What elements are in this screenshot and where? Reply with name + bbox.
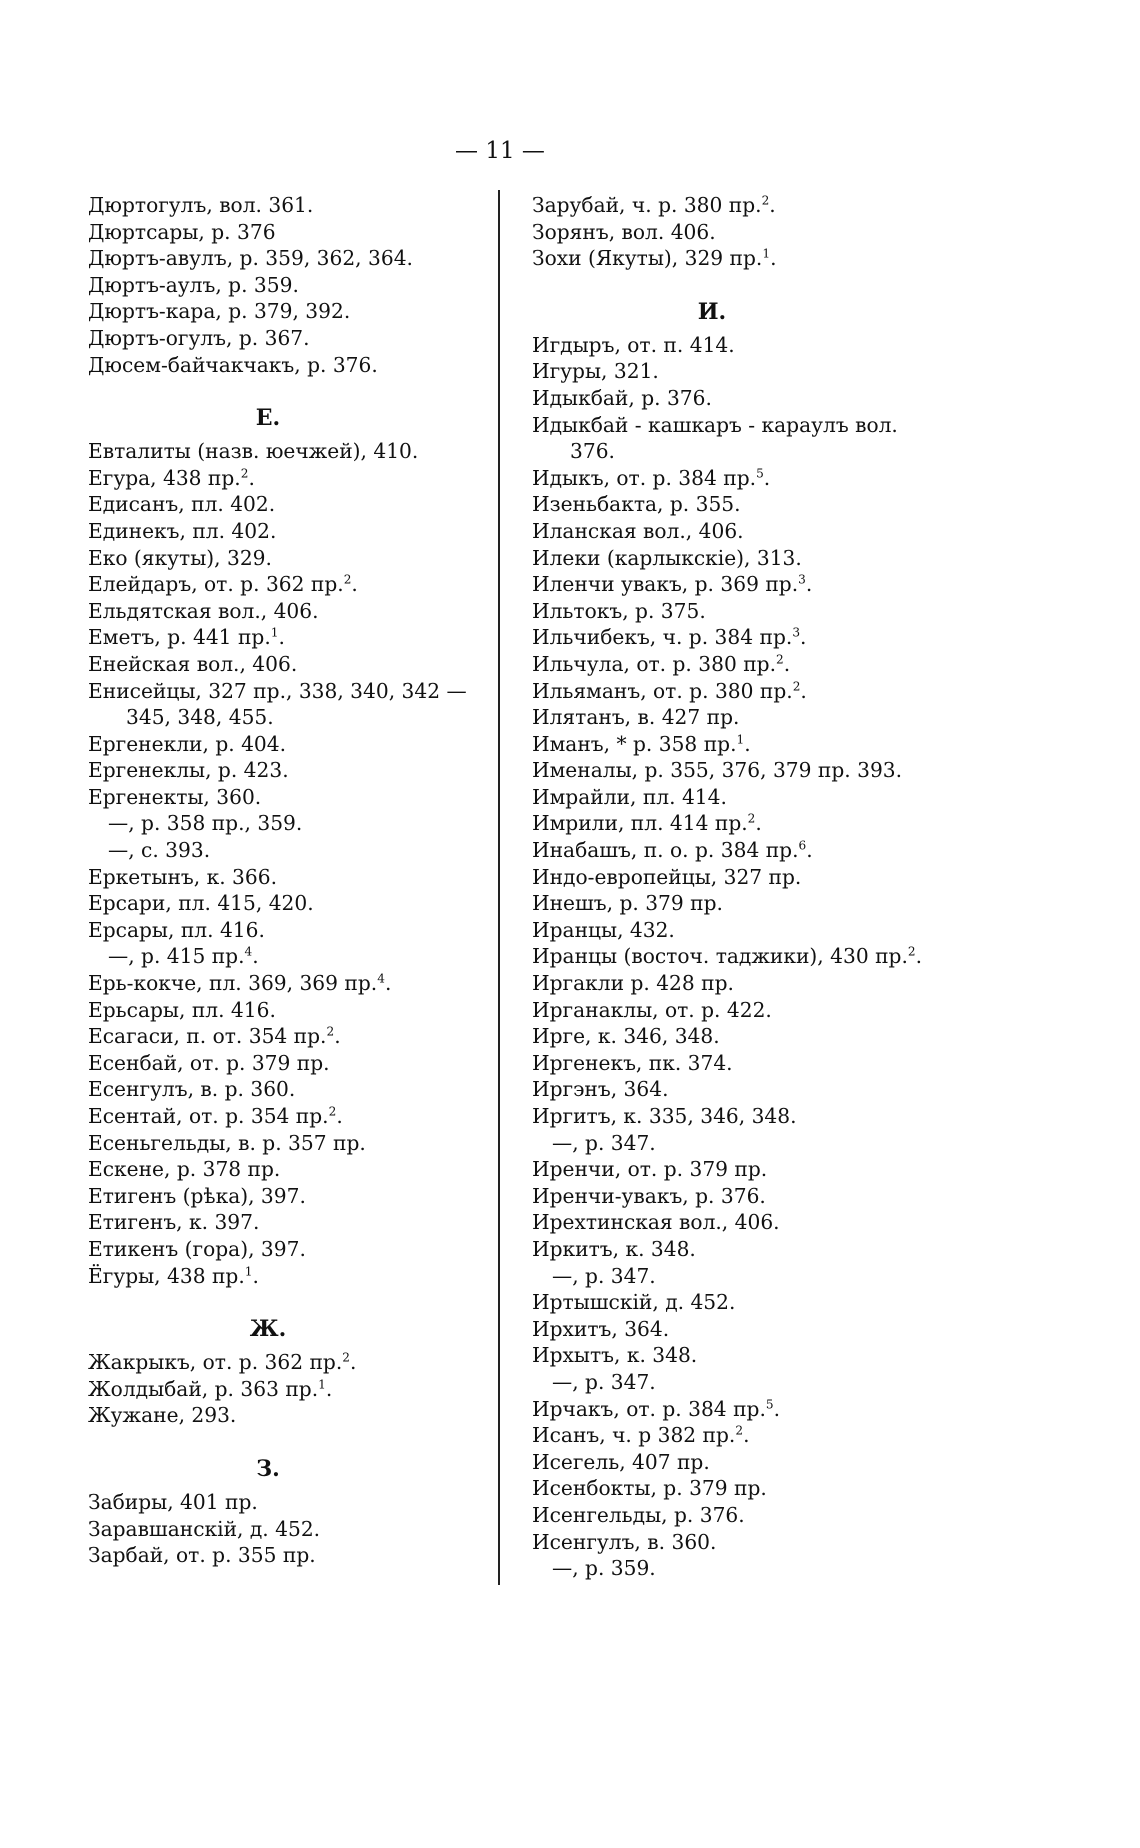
- index-entry: [532, 219, 952, 246]
- index-entry: [532, 784, 952, 811]
- entry-text: Иманъ, * р. 358 пр.: [532, 731, 737, 756]
- footnote-ref: 3: [792, 625, 801, 640]
- entry-text: Инешъ, р. 379 пр.: [532, 891, 723, 916]
- entry-text: Ерьсары, пл. 416.: [88, 997, 276, 1022]
- entry-text: Дюсем-байчакчакъ, р. 376.: [88, 352, 378, 377]
- entry-text: Иренчи, от. р. 379 пр.: [532, 1157, 768, 1182]
- index-entry: [88, 1236, 468, 1263]
- index-entry: [532, 245, 952, 272]
- index-entry: [88, 997, 468, 1024]
- footnote-ref: 2: [326, 1024, 335, 1039]
- entry-terminal-punct: .: [800, 625, 807, 650]
- index-entry: [532, 1422, 952, 1449]
- index-subentry: [532, 1369, 952, 1396]
- index-entry: [88, 864, 468, 891]
- index-entry: [532, 1023, 952, 1050]
- index-entry: [88, 970, 468, 997]
- entry-text: —, р. 358 пр., 359.: [108, 811, 303, 836]
- index-entry: [532, 651, 952, 678]
- entry-terminal-punct: .: [755, 811, 762, 836]
- entry-text: Иргитъ, к. 335, 346, 348.: [532, 1104, 797, 1128]
- entry-text: Етигенъ, к. 397.: [88, 1210, 260, 1235]
- entry-text: Изеньбакта, р. 355.: [532, 492, 741, 517]
- entry-text: Ирехтинская вол., 406.: [532, 1210, 780, 1235]
- index-entry: [532, 1342, 952, 1369]
- index-entry: [88, 352, 468, 379]
- index-entry: [532, 757, 952, 784]
- entry-text: Иранцы (восточ. таджики), 430 пр.: [532, 944, 908, 969]
- index-entry: [88, 624, 468, 651]
- entry-terminal-punct: .: [325, 1376, 333, 1401]
- entry-text: Еко (якуты), 329.: [88, 545, 272, 570]
- index-entry: [532, 810, 952, 837]
- index-entry: [532, 1502, 952, 1529]
- entry-terminal-punct: .: [805, 572, 813, 597]
- index-entry: [532, 1236, 952, 1263]
- entry-text: Имрили, пл. 414 пр.: [532, 811, 748, 836]
- entry-text: Есагаси, п. от. 354 пр.: [88, 1024, 327, 1049]
- entry-text: —, р. 415 пр.: [108, 944, 245, 969]
- index-entry: [532, 1050, 952, 1077]
- entry-text: Индо-европейцы, 327 пр.: [532, 864, 802, 889]
- footnote-ref: 2: [342, 1350, 350, 1365]
- footnote-ref: 4: [244, 944, 253, 959]
- index-entry: [532, 917, 952, 944]
- index-entry: [532, 518, 952, 545]
- section-letter-heading: Ж.: [249, 1316, 287, 1343]
- index-entry: [532, 385, 952, 412]
- entry-text: Жакрыкъ, от. р. 362 пр.: [88, 1350, 343, 1375]
- entry-text: Иргэнъ, 364.: [532, 1077, 669, 1102]
- entry-text: Илятанъ, в. 427 пр.: [532, 705, 740, 730]
- index-subentry: [532, 1555, 952, 1582]
- entry-text: Дюртогулъ, вол. 361.: [88, 193, 314, 217]
- index-entry: [532, 970, 952, 997]
- entry-text: Иркитъ, к. 348.: [532, 1236, 696, 1261]
- index-entry: [532, 1183, 952, 1210]
- index-entry: [532, 332, 952, 359]
- entry-terminal-punct: .: [744, 731, 751, 756]
- entry-text: Исанъ, ч. р 382 пр.: [532, 1423, 736, 1448]
- index-entry: [88, 784, 468, 811]
- index-entry: [88, 598, 468, 625]
- footnote-ref: 4: [377, 971, 385, 986]
- index-entry: [532, 545, 952, 572]
- entry-terminal-punct: .: [351, 572, 358, 597]
- entry-text: Есенгулъ, в. р. 360.: [88, 1077, 296, 1102]
- index-entry: [532, 1475, 952, 1502]
- entry-text: Забиры, 401 пр.: [88, 1489, 258, 1514]
- index-entry: [532, 1076, 952, 1103]
- entry-terminal-punct: .: [384, 971, 392, 996]
- index-entry: [88, 1183, 468, 1210]
- entry-terminal-punct: .: [769, 193, 776, 217]
- entry-terminal-punct: .: [252, 944, 259, 969]
- footnote-ref: 2: [761, 193, 770, 208]
- index-entry: [88, 518, 468, 545]
- footnote-ref: 1: [318, 1377, 326, 1392]
- column-divider: [498, 190, 500, 1585]
- entry-text: Еметъ, р. 441 пр.: [88, 625, 271, 650]
- entry-terminal-punct: .: [248, 465, 255, 490]
- index-entry: [532, 1209, 952, 1236]
- entry-text: Исенбокты, р. 379 пр.: [532, 1476, 767, 1501]
- footnote-ref: 5: [756, 466, 764, 481]
- entry-text: Ёгуры, 438 пр.: [88, 1263, 245, 1288]
- entry-text: Ельдятская вол., 406.: [88, 598, 319, 623]
- footnote-ref: 1: [270, 625, 279, 640]
- entry-terminal-punct: .: [783, 651, 791, 676]
- index-entry: [88, 1023, 468, 1050]
- entry-text: Ерь-кокче, пл. 369, 369 пр.: [88, 971, 378, 996]
- entry-text: Есеньгельды, в. р. 357 пр.: [88, 1130, 366, 1155]
- entry-text: Есентай, от. р. 354 пр.: [88, 1104, 329, 1128]
- entry-text: Зорянъ, вол. 406.: [532, 219, 716, 244]
- index-entry: [88, 219, 468, 246]
- entry-terminal-punct: .: [800, 678, 807, 703]
- footnote-ref: 1: [762, 246, 771, 261]
- entry-text: 345, 348, 455.: [126, 705, 274, 730]
- entry-text: Зарубай, ч. р. 380 пр.: [532, 193, 762, 217]
- index-entry: [532, 358, 952, 385]
- index-subentry: [88, 837, 468, 864]
- entry-text: Есенбай, от. р. 379 пр.: [88, 1050, 330, 1075]
- index-entry: [532, 678, 952, 705]
- footnote-ref: 5: [765, 1396, 774, 1411]
- index-entry: [88, 1376, 468, 1403]
- entry-text: Ирхитъ, 364.: [532, 1316, 670, 1341]
- index-entry: [88, 757, 468, 784]
- entry-text: Дюртъ-аулъ, р. 359.: [88, 272, 299, 297]
- footnote-ref: 2: [343, 572, 352, 587]
- entry-terminal-punct: .: [334, 1024, 341, 1049]
- index-entry: [88, 1349, 468, 1376]
- entry-terminal-punct: .: [763, 465, 771, 490]
- index-entry: [88, 545, 468, 572]
- index-entry: [88, 1489, 468, 1516]
- index-entry: [532, 571, 952, 598]
- entry-text: Иренчи-увакъ, р. 376.: [532, 1183, 766, 1208]
- index-entry: [532, 704, 952, 731]
- index-entry: [88, 438, 468, 465]
- index-entry: [532, 624, 952, 651]
- entry-text: Идыкбай, р. 376.: [532, 385, 712, 410]
- entry-text: Ергенеклы, р. 423.: [88, 758, 289, 783]
- index-entry: [88, 1103, 468, 1130]
- index-entry: [88, 1209, 468, 1236]
- index-entry: [532, 1529, 952, 1556]
- index-entry: [532, 837, 952, 864]
- entry-text: Етикенъ (гора), 397.: [88, 1236, 306, 1261]
- index-entry: [532, 598, 952, 625]
- entry-text: Зарбай, от. р. 355 пр.: [88, 1543, 316, 1568]
- index-entry: [88, 325, 468, 352]
- index-entry: [532, 1156, 952, 1183]
- footnote-ref: 1: [736, 731, 745, 746]
- footnote-ref: 2: [735, 1423, 744, 1438]
- entry-terminal-punct: .: [336, 1104, 343, 1128]
- entry-text: Заравшанскій, д. 452.: [88, 1516, 321, 1541]
- entry-text: Енисейцы, 327 пр., 338, 340, 342 —: [88, 678, 467, 703]
- index-entry: [88, 272, 468, 299]
- entry-text: Ильчибекъ, ч. р. 384 пр.: [532, 625, 793, 650]
- entry-text: Иланская вол., 406.: [532, 518, 744, 543]
- entry-text: —, с. 393.: [108, 838, 211, 863]
- index-entry: [532, 1396, 952, 1423]
- entry-text: —, р. 359.: [552, 1556, 656, 1581]
- index-entry: [532, 412, 952, 439]
- index-entry: [88, 465, 468, 492]
- index-entry: [532, 731, 952, 758]
- index-entry: [532, 1316, 952, 1343]
- index-entry-continuation: [532, 438, 952, 465]
- index-entry: [532, 465, 952, 492]
- entry-terminal-punct: .: [806, 838, 813, 863]
- entry-text: Именалы, р. 355, 376, 379 пр. 393.: [532, 758, 903, 783]
- entry-terminal-punct: .: [278, 625, 285, 650]
- entry-text: Идыкбай - кашкаръ - караулъ вол.: [532, 412, 898, 437]
- entry-text: —, р. 347.: [552, 1263, 656, 1288]
- section-letter-heading: З.: [256, 1455, 280, 1482]
- entry-text: Иртышскій, д. 452.: [532, 1290, 736, 1315]
- entry-text: Ескене, р. 378 пр.: [88, 1157, 281, 1182]
- entry-text: Идыкъ, от. р. 384 пр.: [532, 465, 757, 490]
- entry-text: Иргакли р. 428 пр.: [532, 971, 734, 996]
- section-letter-heading: И.: [697, 298, 727, 325]
- entry-text: 376.: [570, 439, 615, 464]
- index-entry: [532, 1103, 952, 1130]
- entry-text: Ильтокъ, р. 375.: [532, 598, 706, 623]
- index-entry: [532, 1289, 952, 1316]
- entry-text: Игуры, 321.: [532, 359, 659, 384]
- index-entry: [88, 890, 468, 917]
- entry-text: Дюртсары, р. 376: [88, 219, 276, 244]
- entry-text: Дюртъ-огулъ, р. 367.: [88, 325, 310, 350]
- entry-text: Иранцы, 432.: [532, 917, 675, 942]
- index-entry: [88, 571, 468, 598]
- index-entry: [88, 491, 468, 518]
- index-entry: [88, 651, 468, 678]
- footnote-ref: 2: [776, 652, 784, 667]
- index-entry: [88, 1156, 468, 1183]
- entry-text: Евталиты (назв. юечжей), 410.: [88, 439, 419, 464]
- index-entry: [88, 678, 468, 705]
- index-entry-continuation: [88, 704, 468, 731]
- index-entry: [532, 997, 952, 1024]
- entry-text: Ерсари, пл. 415, 420.: [88, 891, 314, 916]
- entry-text: Дюртъ-кара, р. 379, 392.: [88, 299, 351, 324]
- section-letter-heading: Е.: [255, 405, 281, 432]
- index-subentry: [88, 810, 468, 837]
- index-entry: [532, 491, 952, 518]
- index-column-right: [532, 192, 952, 1582]
- index-entry: [532, 192, 952, 219]
- index-entry: [88, 731, 468, 758]
- entry-text: Иленчи увакъ, р. 369 пр.: [532, 572, 799, 597]
- footnote-ref: 2: [792, 678, 801, 693]
- index-entry: [532, 890, 952, 917]
- index-entry: [532, 943, 952, 970]
- entry-text: —, р. 347.: [552, 1130, 656, 1155]
- entry-text: Ирге, к. 346, 348.: [532, 1024, 720, 1049]
- entry-text: Единекъ, пл. 402.: [88, 518, 277, 543]
- index-entry: [88, 192, 468, 219]
- index-entry: [532, 1449, 952, 1476]
- entry-text: Енейская вол., 406.: [88, 651, 298, 676]
- entry-text: Зохи (Якуты), 329 пр.: [532, 246, 763, 271]
- entry-text: Игдыръ, от. п. 414.: [532, 332, 735, 357]
- index-entry: [88, 1050, 468, 1077]
- entry-text: Ергенекли, р. 404.: [88, 731, 287, 756]
- footnote-ref: 1: [244, 1263, 253, 1278]
- index-subentry: [88, 943, 468, 970]
- index-subentry: [532, 1263, 952, 1290]
- entry-text: Инабашъ, п. о. р. 384 пр.: [532, 838, 799, 863]
- entry-text: Исегель, 407 пр.: [532, 1449, 710, 1474]
- index-entry: [88, 1402, 468, 1429]
- entry-text: Жужане, 293.: [88, 1403, 237, 1428]
- footnote-ref: 2: [240, 466, 249, 481]
- entry-text: Илеки (карлыкскіе), 313.: [532, 545, 802, 570]
- entry-text: Жолдыбай, р. 363 пр.: [88, 1376, 319, 1401]
- entry-text: Едисанъ, пл. 402.: [88, 492, 276, 517]
- footnote-ref: 6: [798, 838, 807, 853]
- entry-terminal-punct: .: [743, 1423, 750, 1448]
- index-entry: [88, 1542, 468, 1569]
- footnote-ref: 3: [798, 572, 806, 587]
- entry-text: Ирчакъ, от. р. 384 пр.: [532, 1396, 766, 1421]
- index-entry: [532, 864, 952, 891]
- entry-text: Еркетынъ, к. 366.: [88, 864, 277, 889]
- entry-terminal-punct: .: [773, 1396, 781, 1421]
- entry-text: Ильяманъ, от. р. 380 пр.: [532, 678, 793, 703]
- index-entry: [88, 1076, 468, 1103]
- entry-text: Исенгельды, р. 376.: [532, 1502, 745, 1527]
- footnote-ref: 2: [907, 944, 916, 959]
- entry-text: Ирхытъ, к. 348.: [532, 1343, 698, 1368]
- index-entry: [88, 1516, 468, 1543]
- index-column-left: [88, 192, 468, 1569]
- index-entry: [88, 245, 468, 272]
- entry-text: Ильчула, от. р. 380 пр.: [532, 651, 776, 676]
- entry-text: Ерсары, пл. 416.: [88, 917, 265, 942]
- entry-text: Елейдаръ, от. р. 362 пр.: [88, 572, 344, 597]
- entry-text: Имрайли, пл. 414.: [532, 784, 727, 809]
- entry-text: Иргенекъ, пк. 374.: [532, 1050, 733, 1075]
- entry-text: Дюртъ-авулъ, р. 359, 362, 364.: [88, 246, 413, 271]
- index-entry: [88, 1263, 468, 1290]
- page-number: — 11 —: [455, 138, 545, 164]
- entry-terminal-punct: .: [915, 944, 923, 969]
- entry-terminal-punct: .: [350, 1350, 357, 1375]
- index-entry: [88, 298, 468, 325]
- entry-text: Исенгулъ, в. 360.: [532, 1529, 717, 1554]
- index-entry: [88, 917, 468, 944]
- footnote-ref: 2: [328, 1104, 337, 1119]
- entry-text: Ирганаклы, от. р. 422.: [532, 997, 772, 1022]
- entry-text: —, р. 347.: [552, 1369, 656, 1394]
- index-subentry: [532, 1130, 952, 1157]
- entry-terminal-punct: .: [770, 246, 777, 271]
- entry-terminal-punct: .: [252, 1263, 259, 1288]
- index-entry: [88, 1130, 468, 1157]
- entry-text: Егура, 438 пр.: [88, 465, 241, 490]
- footnote-ref: 2: [747, 811, 756, 826]
- entry-text: Ергенекты, 360.: [88, 784, 262, 809]
- entry-text: Етигенъ (рѣка), 397.: [88, 1183, 306, 1208]
